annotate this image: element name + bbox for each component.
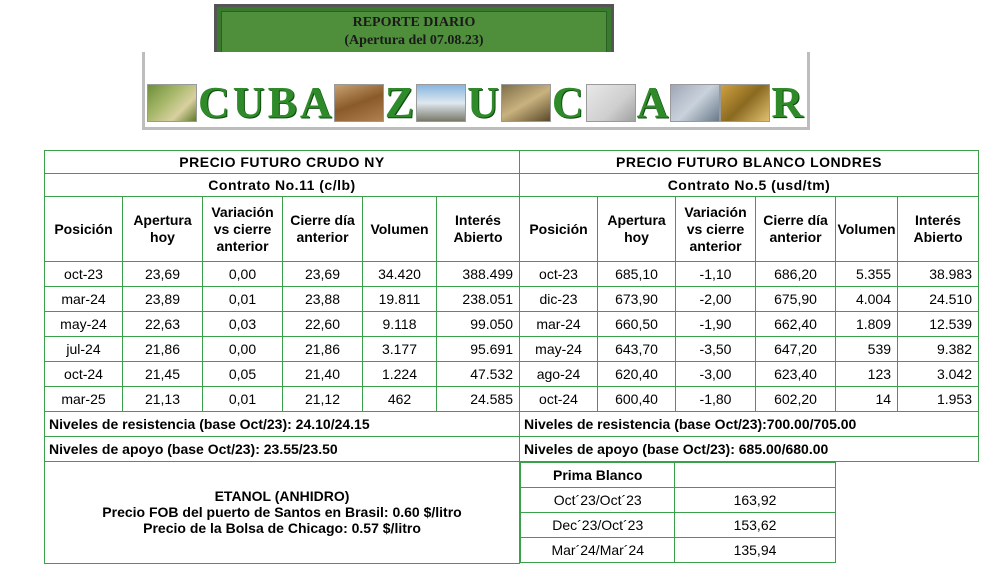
london-cell: 647,20 [756,337,836,362]
ny-col-header: Apertura hoy [123,197,203,262]
london-cell: 12.539 [898,312,979,337]
ny-col-header: Interés Abierto [437,197,520,262]
london-cell: 662,40 [756,312,836,337]
london-cell: -3,50 [676,337,756,362]
london-cell: 1.953 [898,387,979,412]
london-cell: -1,80 [676,387,756,412]
london-col-header: Cierre día anterior [756,197,836,262]
prima-value: 135,94 [675,538,835,563]
ny-col-header: Volumen [363,197,437,262]
london-cell: 602,20 [756,387,836,412]
london-contract: Contrato No.5 (usd/tm) [520,174,979,197]
logo-letter: Z [384,78,416,127]
data-row [45,387,979,412]
london-col-header: Interés Abierto [898,197,979,262]
logo-letter: B [267,78,298,127]
ny-cell: 21,12 [283,387,363,412]
ny-cell: 34.420 [363,262,437,287]
london-cell: ago-24 [520,362,598,387]
ny-resistance: Niveles de resistencia (base Oct/23): 24.10/24.15 [45,412,520,437]
london-cell: 9.382 [898,337,979,362]
prima-blank [675,463,835,488]
ny-cell: 21,86 [283,337,363,362]
ny-cell: 462 [363,387,437,412]
ny-support: Niveles de apoyo (base Oct/23): 23.55/23.50 [45,437,520,462]
ny-cell: 23,69 [283,262,363,287]
london-cell: 38.983 [898,262,979,287]
ny-cell: 23,69 [123,262,203,287]
field-photo [334,84,384,122]
report-subtitle: (Apertura del 07.08.23) [344,33,484,48]
data-row [45,262,979,287]
ny-cell: 21,13 [123,387,203,412]
prima-value: 163,92 [675,488,835,513]
prima-table [520,462,836,563]
ny-contract: Contrato No.11 (c/lb) [45,174,520,197]
london-cell: 3.042 [898,362,979,387]
logo-letter: R [771,78,805,127]
ny-cell: jul-24 [45,337,123,362]
ny-cell: 9.118 [363,312,437,337]
column-header-row [45,197,979,262]
ny-cell: 95.691 [437,337,520,362]
london-cell: 1.809 [836,312,898,337]
london-cell: may-24 [520,337,598,362]
banner-row [145,78,807,127]
london-col-header: Variación vs cierre anterior [676,197,756,262]
ny-col-header: Cierre día anterior [283,197,363,262]
logo-letter: A [299,78,333,127]
london-cell: 539 [836,337,898,362]
ny-cell: 23,88 [283,287,363,312]
report-title: REPORTE DIARIO [352,15,476,30]
ny-cell: may-24 [45,312,123,337]
ny-cell: 21,45 [123,362,203,387]
data-row [45,287,979,312]
london-cell: oct-23 [520,262,598,287]
london-cell: dic-23 [520,287,598,312]
london-col-header: Volumen [836,197,898,262]
ny-cell: 238.051 [437,287,520,312]
london-col-header: Posición [520,197,598,262]
report-header-inner [221,11,607,53]
ny-cell: 3.177 [363,337,437,362]
mill-photo [416,84,466,122]
london-cell: 14 [836,387,898,412]
futures-table [44,150,979,564]
empty-cell [836,462,979,564]
logo-letter: C [551,78,585,127]
ny-cell: 0,05 [203,362,283,387]
ny-cell: 22,63 [123,312,203,337]
ny-cell: 21,40 [283,362,363,387]
port-photo [670,84,720,122]
ny-col-header: Posición [45,197,123,262]
ny-cell: 47.532 [437,362,520,387]
data-row [45,312,979,337]
coins-photo [720,84,770,122]
ny-cell: mar-25 [45,387,123,412]
ny-cell: 0,00 [203,262,283,287]
london-col-header: Apertura hoy [598,197,676,262]
london-cell: 4.004 [836,287,898,312]
london-cell: 620,40 [598,362,676,387]
ny-cell: 1.224 [363,362,437,387]
london-cell: 673,90 [598,287,676,312]
london-cell: -2,00 [676,287,756,312]
london-cell: mar-24 [520,312,598,337]
sugarcane-photo [147,84,197,122]
ny-cell: 24.585 [437,387,520,412]
ny-cell: 0,01 [203,387,283,412]
logo-letter: C [198,78,231,127]
ethanol-chicago: Precio de la Bolsa de Chicago: 0.57 $/litro [143,520,421,537]
ny-cell: oct-23 [45,262,123,287]
london-cell: 675,90 [756,287,836,312]
white-sugar-photo [586,84,636,122]
ny-col-header: Variación vs cierre anterior [203,197,283,262]
raw-sugar-photo [501,84,551,122]
london-cell: 123 [836,362,898,387]
prima-cell [520,462,836,564]
ethanol-santos: Precio FOB del puerto de Santos en Brasil: 0.60 $/litro [102,504,462,521]
ny-cell: 21,86 [123,337,203,362]
logo-letter: A [636,78,670,127]
ny-cell: 19.811 [363,287,437,312]
london-cell: 685,10 [598,262,676,287]
ny-cell: 23,89 [123,287,203,312]
london-cell: 600,40 [598,387,676,412]
prima-title: Prima Blanco [521,463,675,488]
data-row [45,337,979,362]
ethanol-title: ETANOL (ANHIDRO) [214,488,350,505]
ny-cell: 22,60 [283,312,363,337]
ny-cell: mar-24 [45,287,123,312]
ethanol-box [45,462,520,564]
ny-title: PRECIO FUTURO CRUDO NY [45,151,520,174]
ny-cell: 0,00 [203,337,283,362]
prima-period: Mar´24/Mar´24 [521,538,675,563]
logo-letter: U [232,78,266,127]
logo-letter: U [467,78,500,127]
london-cell: -3,00 [676,362,756,387]
london-title: PRECIO FUTURO BLANCO LONDRES [520,151,979,174]
london-cell: -1,10 [676,262,756,287]
ny-cell: 388.499 [437,262,520,287]
prima-period: Dec´23/Oct´23 [521,513,675,538]
ny-cell: 99.050 [437,312,520,337]
london-cell: 686,20 [756,262,836,287]
london-support: Niveles de apoyo (base Oct/23): 685.00/680.00 [520,437,979,462]
london-cell: oct-24 [520,387,598,412]
london-cell: 5.355 [836,262,898,287]
london-cell: 660,50 [598,312,676,337]
london-cell: -1,90 [676,312,756,337]
london-cell: 24.510 [898,287,979,312]
london-cell: 643,70 [598,337,676,362]
ny-cell: oct-24 [45,362,123,387]
data-row [45,362,979,387]
london-cell: 623,40 [756,362,836,387]
ny-cell: 0,03 [203,312,283,337]
prima-value: 153,62 [675,513,835,538]
cubazucar-banner [142,52,810,130]
london-resistance: Niveles de resistencia (base Oct/23):700.00/705.00 [520,412,979,437]
prima-period: Oct´23/Oct´23 [521,488,675,513]
ny-cell: 0,01 [203,287,283,312]
